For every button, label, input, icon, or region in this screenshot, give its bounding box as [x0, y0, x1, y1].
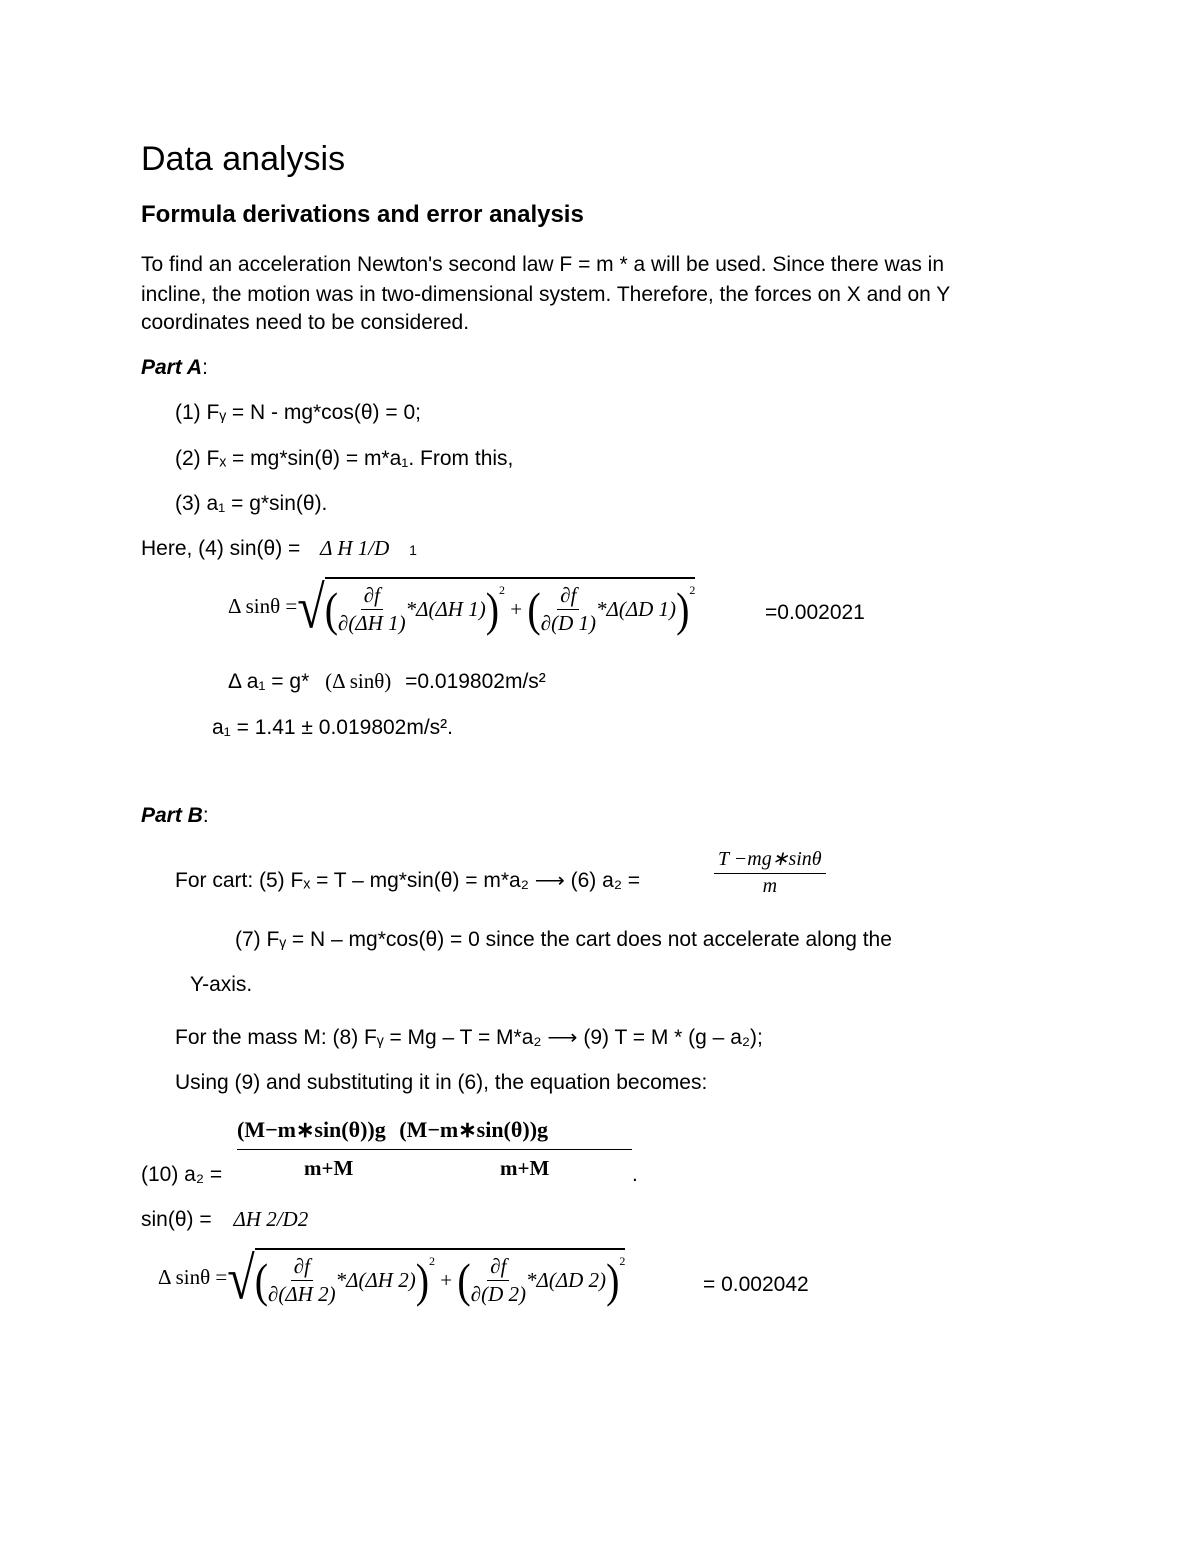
error-formula-a: [228, 572, 696, 641]
sqrt-icon: √: [297, 572, 325, 641]
numerator: T −mg∗sinθ: [714, 846, 826, 874]
denominator: ∂(D 1): [540, 611, 596, 635]
equation-1: (1) Fᵧ = N - mg*cos(θ) = 0;: [175, 401, 421, 424]
equation-4: [141, 536, 417, 561]
equation-4-subscript: 1: [409, 542, 417, 558]
intro-line-2: incline, the motion was in two-dimensional system. Therefore, the forces on X and on Y: [141, 283, 951, 306]
dsin-b-value: = 0.002042: [703, 1273, 809, 1296]
delta-a1-prefix: Δ a₁ = g*: [228, 670, 310, 693]
sin-theta-b-prefix: sin(θ) =: [141, 1208, 212, 1231]
part-a-colon: :: [202, 356, 208, 379]
exponent: 2: [689, 583, 696, 597]
paren-open-icon: (: [324, 581, 339, 636]
error-formula-b: [158, 1243, 626, 1312]
denominator: m: [762, 875, 778, 897]
dsin-lhs: Δ sinθ =: [158, 1265, 228, 1289]
part-b-label: [141, 804, 209, 828]
part-b-colon: :: [202, 804, 209, 827]
plus-sign: +: [440, 1268, 453, 1292]
eq10-denominator-1: m+M: [304, 1156, 354, 1180]
partial-fraction-1: [338, 583, 406, 636]
term: *Δ(ΔD 1): [596, 597, 677, 621]
page-title: Data analysis: [141, 140, 346, 178]
denominator: ∂(D 2): [470, 1282, 526, 1306]
a1-result: a₁ = 1.41 ± 0.019802m/s².: [212, 716, 454, 739]
paren-open-icon: (: [527, 581, 541, 636]
delta-sin-paren: (Δ sinθ): [325, 669, 392, 693]
numerator: ∂f: [361, 583, 383, 610]
paren-close-icon: ): [485, 581, 500, 636]
mass-equation: For the mass M: (8) Fᵧ = Mg – T = M*a₂ ⟶ (9) T = M * (g – a₂);: [175, 1026, 763, 1049]
eq10-numerator: [237, 1117, 548, 1143]
exponent: 2: [619, 1254, 626, 1268]
substitution-text: Using (9) and substituting it in (6), the equation becomes:: [175, 1071, 708, 1094]
equation-2: (2) Fₓ = mg*sin(θ) = m*a₁. From this,: [175, 447, 514, 470]
equation-4-ratio: Δ H 1/D: [320, 536, 390, 560]
cart-fraction: [714, 846, 826, 898]
paren-open-icon: (: [457, 1252, 471, 1307]
exponent: 2: [499, 583, 506, 597]
part-b-title: Part B: [141, 804, 203, 827]
dsin-a-value: =0.002021: [765, 601, 865, 624]
section-subheading: Formula derivations and error analysis: [141, 201, 584, 228]
sin-theta-b: [141, 1207, 308, 1232]
term: *Δ(ΔH 1): [405, 597, 486, 621]
partial-fraction-2: [541, 583, 596, 636]
partial-fraction-3: [268, 1254, 336, 1307]
eq10-denominator-2: m+M: [500, 1156, 550, 1180]
eq10-numerator-part-2: (M−m∗sin(θ))g: [399, 1117, 549, 1142]
numerator: ∂f: [557, 583, 579, 610]
intro-line-3: coordinates need to be considered.: [141, 311, 470, 334]
part-a-title: Part A: [141, 356, 203, 379]
paren-close-icon: ): [415, 1252, 430, 1307]
exponent: 2: [429, 1254, 436, 1268]
sqrt-icon: √: [227, 1243, 255, 1312]
part-a-label: [141, 356, 208, 380]
denominator: ∂(ΔH 1): [338, 611, 406, 635]
eq10-numerator-part-1: (M−m∗sin(θ))g: [237, 1117, 386, 1142]
partial-fraction-4: [471, 1254, 526, 1307]
delta-a1-line: [228, 669, 546, 694]
cart-equation: For cart: (5) Fₓ = T – mg*sin(θ) = m*a₂ ⟶ (6) a₂ =: [175, 869, 641, 892]
term: *Δ(ΔH 2): [335, 1268, 416, 1292]
eq10-period: .: [632, 1163, 638, 1186]
equation-7-continued: Y-axis.: [190, 973, 253, 996]
eq10-label: (10) a₂ =: [141, 1163, 223, 1186]
paren-close-icon: ): [676, 581, 690, 636]
equation-3: (3) a₁ = g*sin(θ).: [175, 492, 328, 515]
equation-4-prefix: Here, (4) sin(θ) =: [141, 537, 301, 560]
delta-a1-value: =0.019802m/s²: [405, 670, 546, 693]
a2-fraction: [714, 846, 826, 898]
dsin-lhs: Δ sinθ =: [228, 594, 298, 618]
radicand: [325, 577, 696, 636]
intro-line-1: To find an acceleration Newton's second law F = m * a will be used. Since there was in: [141, 253, 945, 276]
term: *Δ(ΔD 2): [526, 1268, 607, 1292]
paren-close-icon: ): [606, 1252, 620, 1307]
denominator: ∂(ΔH 2): [268, 1282, 336, 1306]
numerator: ∂f: [487, 1254, 509, 1281]
radicand: [255, 1248, 626, 1307]
paren-open-icon: (: [254, 1252, 269, 1307]
plus-sign: +: [510, 597, 523, 621]
numerator: ∂f: [291, 1254, 313, 1281]
eq10-fraction-bar: [237, 1149, 632, 1150]
sin-theta-b-ratio: ΔH 2/D2: [233, 1207, 309, 1231]
equation-7: (7) Fᵧ = N – mg*cos(θ) = 0 since the cart does not accelerate along the: [235, 928, 892, 951]
